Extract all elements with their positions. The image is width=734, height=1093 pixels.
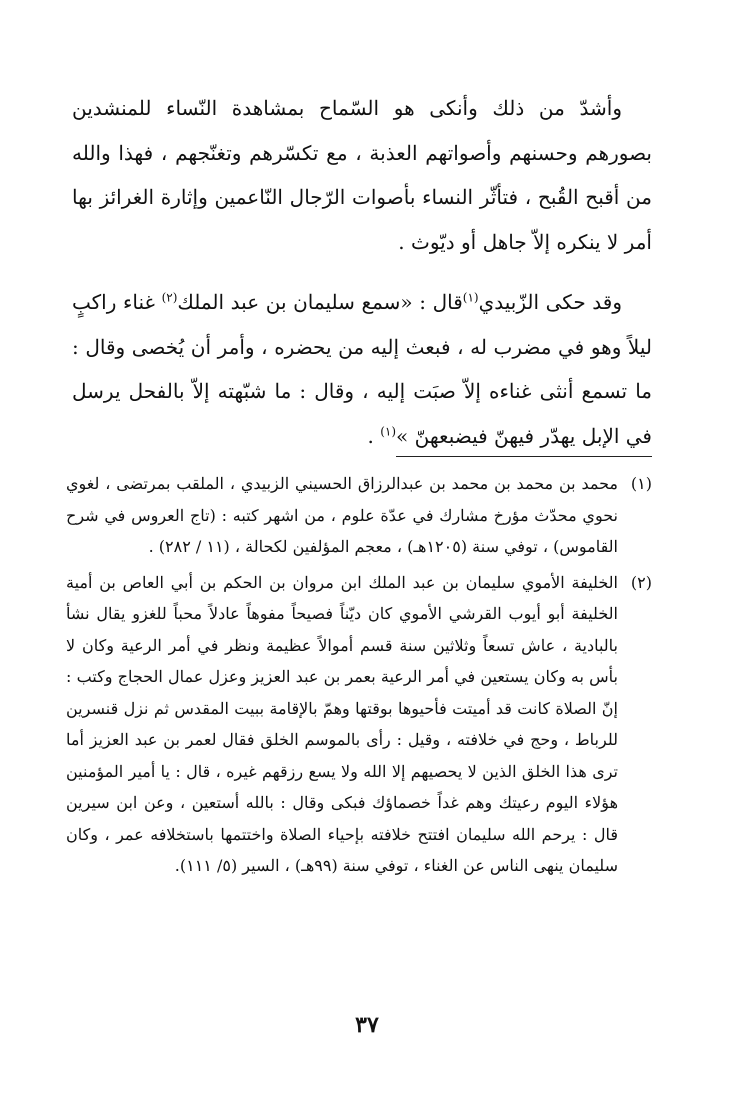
main-text bbox=[72, 86, 652, 458]
footnote-2-text: الخليفة الأموي سليمان بن عبد الملك ابن مروان بن الحكم بن أبي العاص بن أمية الخليفة أبو أيوب القرشي الأموي كان ديّناً فصيحاً مفوهاً عادلاً محباً للغزو يقال نشأ بالبادية ، عاش تسعاً وثلاثين سنة قسم أموالاً عظيمة ونظر في أمر الرعية وكان لا بأس به وكان يستعين في أمر الرعية بعمر بن عبد العزيز وعزل عمال الحجاج وكتب : إنّ الصلاة كانت قد أميتت فأحيوها بوقتها وهمّ بالإقامة ببيت المقدس ثم نزل قنسرين للرباط ، وحج في خلافته ، وقيل : رأى بالموسم الخلق فقال لعمر بن عبد العزيز أما ترى هذا الخلق الذين لا يحصيهم إلا الله ولا يسع رزقهم غيره ، قال : يا أمير المؤمنين هؤلاء اليوم رعيتك وهم غداً خصماؤك فبكى وقال : بالله أستعين ، وعن ابن سيرين قال : يرحم الله سليمان افتتح خلافته بإحياء الصلاة واختتمها باستخلافه عمر ، وكان سليمان ينهى الناس عن الغناء ، توفي سنة (٩٩هـ) ، السير (٥/ ١١١). bbox=[66, 572, 619, 875]
paragraph-2-part-1: وقد حكى الزّبيدي bbox=[478, 290, 623, 314]
paragraph-1: وأشدّ من ذلك وأنكى هو السّماح بمشاهدة النّساء للمنشدين بصورهم وحسنهم وأصواتهم العذبة ، مع تكسّرهم وتغنّجهم ، فهذا والله من أقبح القُبح ، فتأثّر النساء بأصوات الرّجال النّاعمين وإثارة الغرائز بها أمر لا ينكره إلاّ جاهل أو ديّوث . bbox=[72, 96, 652, 254]
footnote-2-number: (٢) bbox=[630, 572, 652, 592]
footnote-ref-1: (١) bbox=[462, 290, 479, 305]
footnote-ref-2: (٢) bbox=[161, 290, 178, 305]
paragraph-2-part-2: قال : «سمع سليمان بن عبد الملك bbox=[177, 290, 463, 314]
paragraph-2-end: . bbox=[367, 423, 381, 448]
footnote-2 bbox=[66, 567, 652, 882]
paragraph-2 bbox=[72, 280, 652, 458]
footnotes bbox=[66, 468, 652, 882]
paragraph-2-part-3: غناء راكبٍ ليلاً وهو في مضرب له ، فبعث إليه من يحضره ، وأمر أن يُخصى وقال : ما تسمع أنثى غناءه إلاّ صبَت إليه ، وقال : ما شبّهته إلاّ بالفحل يرسل في الإبل يهدّر فيهنّ فيضبعهنّ » bbox=[72, 290, 652, 448]
footnote-1-text: محمد بن محمد بن محمد بن عبدالرزاق الحسيني الزبيدي ، الملقب بمرتضى ، لغوي نحوي محدّث مؤرخ مشارك في عدّة علوم ، من اشهر كتبه : (تاج العروس في شرح القاموس) ، توفي سنة (١٢٠٥هـ) ، معجم المؤلفين لكحالة ، (١١ / ٢٨٢) . bbox=[66, 474, 618, 556]
footnote-1-number: (١) bbox=[630, 474, 652, 493]
footnote-ref-3: (١) bbox=[380, 423, 397, 438]
footnote-1 bbox=[66, 468, 652, 563]
page-number: ٣٧ bbox=[355, 1012, 379, 1038]
footnote-divider bbox=[396, 456, 652, 457]
